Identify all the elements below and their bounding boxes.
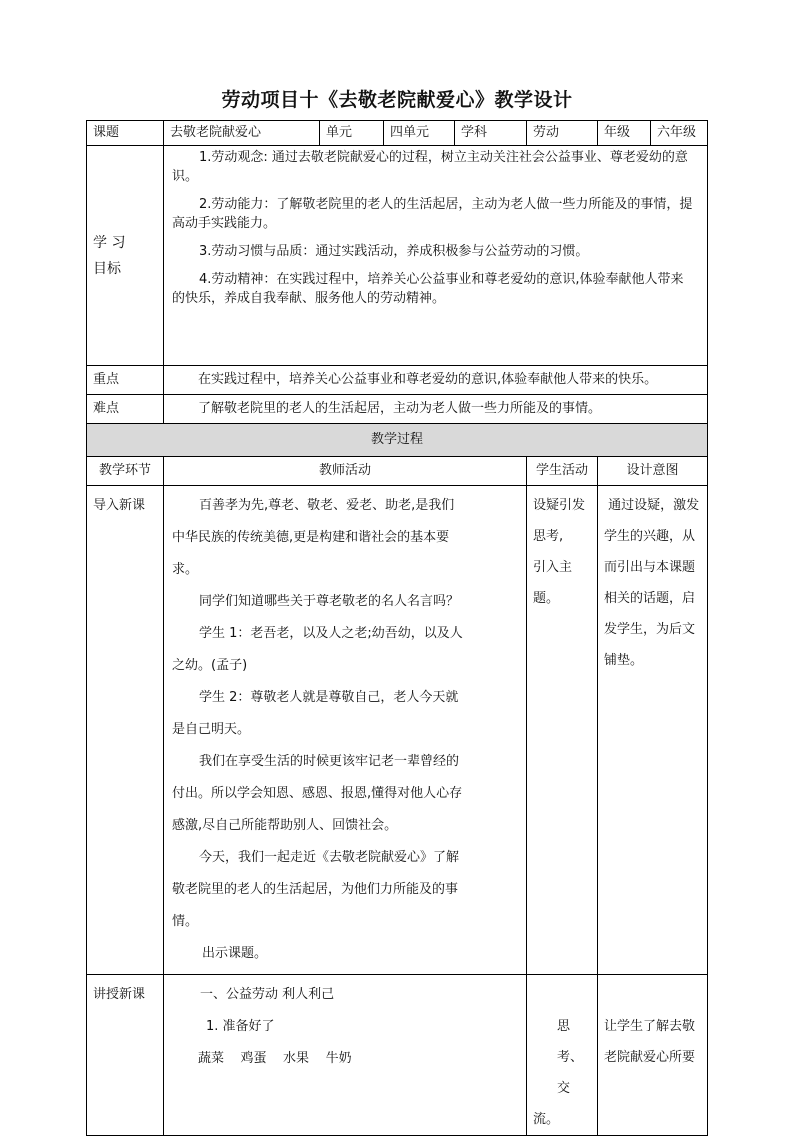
difficulty-text: 了解敬老院里的老人的生活起居，主动为老人做一些力所能及的事情。 — [164, 395, 708, 424]
unit-value: 四单元 — [384, 121, 455, 146]
objectives-content — [164, 146, 708, 366]
topic-label: 课题 — [87, 121, 164, 146]
lecture-teacher-activity — [164, 975, 527, 1136]
intro-intent-line2: 学生的兴趣，从 — [604, 529, 696, 544]
intro-teacher-para-7-line1: 出示课题。 — [202, 946, 268, 961]
lecture-student-line2: 流。 — [533, 1112, 560, 1127]
document-title: 劳动项目十《去敬老院献爱心》教学设计 — [221, 89, 573, 111]
col-header-intent: 设计意图 — [598, 457, 708, 486]
lecture-teacher-line3: 蔬菜 鸡蛋 水果 牛奶 — [198, 1051, 352, 1066]
objective-1-line1: 1.劳动观念: 通过去敬老院献爱心的过程，树立主动关注社会公益事业、尊老爱幼的意 — [199, 150, 688, 165]
intro-teacher-para-6-line2: 敬老院里的老人的生活起居，为他们力所能及的事 — [172, 882, 459, 897]
key-point-text: 在实践过程中，培养关心公益事业和尊老爱幼的意识,体验奉献他人带来的快乐。 — [164, 366, 708, 395]
objective-4-line1: 4.劳动精神：在实践过程中，培养关心公益事业和尊老爱幼的意识,体验奉献他人带来 — [199, 272, 684, 287]
intro-design-intent — [598, 486, 708, 975]
intro-intent-line6: 铺垫。 — [604, 653, 644, 668]
lecture-student-activity — [527, 975, 598, 1136]
intro-teacher-para-4-line1: 学生 2：尊敬老人就是尊敬自己，老人今天就 — [199, 690, 459, 705]
intro-intent-line5: 发学生，为后文 — [604, 622, 696, 637]
key-point-label: 重点 — [87, 366, 164, 395]
intro-teacher-para-5-line1: 我们在享受生活的时候更该牢记老一辈曾经的 — [199, 754, 460, 769]
intro-teacher-para-1-line2: 中华民族的传统美德,更是构建和谐社会的基本要 — [172, 530, 450, 545]
col-header-stage: 教学环节 — [87, 457, 164, 486]
objectives-label-line2: 目标 — [93, 260, 121, 277]
intro-teacher-para-1-line3: 求。 — [172, 562, 199, 577]
process-header: 教学过程 — [87, 424, 708, 457]
objective-3-line1: 3.劳动习惯与品质：通过实践活动，养成积极参与公益劳动的习惯。 — [199, 244, 589, 259]
intro-teacher-para-3-line1: 学生 1：老吾老，以及人之老;幼吾幼，以及人 — [199, 626, 463, 641]
intro-teacher-para-5-line3: 感激,尽自己所能帮助别人、回馈社会。 — [172, 818, 398, 833]
grade-label: 年级 — [598, 121, 651, 146]
col-header-teacher: 教师活动 — [164, 457, 527, 486]
subject-value: 劳动 — [527, 121, 598, 146]
objectives-label-line1: 学 习 — [93, 234, 126, 251]
intro-teacher-para-5-line2: 付出。所以学会知恩、感恩、报恩,懂得对他人心存 — [172, 786, 463, 801]
lecture-intent-line2: 老院献爱心所要 — [604, 1050, 696, 1065]
lecture-intent-line1: 让学生了解去敬 — [604, 1019, 696, 1034]
lecture-student-line1: 思考、交 — [557, 1019, 584, 1096]
intro-teacher-para-2-line1: 同学们知道哪些关于尊老敬老的名人名言吗？ — [199, 594, 460, 609]
intro-student-line2: 引入主题。 — [533, 560, 573, 606]
lesson-plan-table — [86, 120, 708, 1136]
stage-intro: 导入新课 — [87, 486, 164, 975]
objective-2-line2: 高动手实践能力。 — [172, 216, 277, 231]
topic-value: 去敬老院献爱心 — [164, 121, 320, 146]
lecture-teacher-line2: 1. 准备好了 — [206, 1019, 275, 1034]
objective-4-line2: 的快乐，养成自我奉献、服务他人的劳动精神。 — [172, 291, 446, 306]
intro-intent-line1: 通过设疑，激发 — [604, 498, 700, 513]
unit-label: 单元 — [320, 121, 384, 146]
intro-teacher-para-3-line2: 之幼。(孟子) — [172, 658, 248, 673]
objectives-label — [87, 146, 164, 366]
objective-2-line1: 2.劳动能力：了解敬老院里的老人的生活起居，主动为老人做一些力所能及的事情，提 — [199, 197, 693, 212]
difficulty-label: 难点 — [87, 395, 164, 424]
lecture-teacher-line1: 一、公益劳动 利人利己 — [200, 987, 335, 1002]
col-header-student: 学生活动 — [527, 457, 598, 486]
grade-value: 六年级 — [651, 121, 708, 146]
intro-intent-line4: 相关的话题，启 — [604, 591, 696, 606]
lecture-design-intent — [598, 975, 708, 1136]
subject-label: 学科 — [455, 121, 527, 146]
intro-teacher-para-4-line2: 是自己明天。 — [172, 722, 251, 737]
intro-teacher-para-1-line1: 百善孝为先,尊老、敬老、爱老、助老,是我们 — [199, 498, 455, 513]
intro-teacher-para-6-line3: 情。 — [172, 914, 199, 929]
objective-1-line2: 识。 — [172, 169, 199, 184]
intro-student-line1: 设疑引发思考, — [533, 498, 586, 544]
intro-intent-line3: 而引出与本课题 — [604, 560, 696, 575]
intro-teacher-para-6-line1: 今天，我们一起走近《去敬老院献爱心》了解 — [199, 850, 460, 865]
stage-lecture: 讲授新课 — [87, 975, 164, 1136]
intro-student-activity — [527, 486, 598, 975]
intro-teacher-activity — [164, 486, 527, 975]
